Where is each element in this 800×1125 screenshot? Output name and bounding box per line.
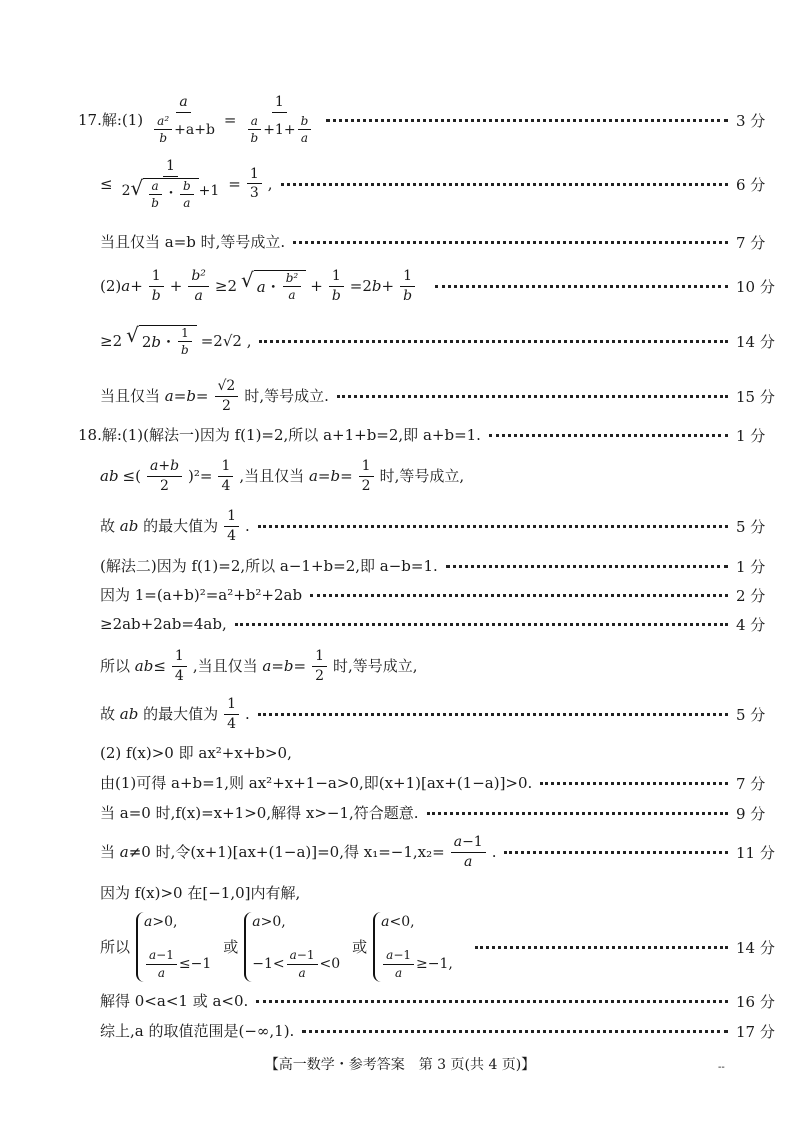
leader-dots	[258, 525, 728, 528]
line-text: 18.解:(1)(解法一)因为 f(1)=2,所以 a+1+b=2,即 a+b=1.	[78, 426, 481, 444]
score: 1 分	[736, 557, 766, 576]
line-18-16	[0, 1020, 800, 1042]
leader-dots	[435, 285, 728, 288]
line-18-11	[0, 802, 800, 824]
line-text: (解法二)因为 f(1)=2,所以 a−1+b=2,即 a−b=1.	[100, 557, 438, 575]
leader-dots	[427, 812, 728, 815]
line-18-9	[0, 742, 800, 764]
leader-dots	[293, 241, 728, 244]
leader-dots	[540, 782, 728, 785]
line-17-1: 17.解:(1) a $\frac{\text{a²}}{b}$ +a+b = 1 $\frac{a}{b}$ +1+ $\frac{b}{a}$ 3 分	[0, 92, 800, 148]
score: 14 分	[736, 332, 775, 351]
score: 11 分	[736, 843, 775, 862]
line-18-8: 故 ab 的最大值为 $\frac{1}{4}$ . 5 分	[0, 694, 800, 734]
score: 15 分	[736, 387, 775, 406]
score: 16 分	[736, 992, 775, 1011]
score: 9 分	[736, 804, 766, 823]
line-18-14: 所以 a>0, $\frac{a-1}{a}$ ≤−1 或 a>0, −1< $\frac{a-1}{a}$ <0 或 a<0, $\frac{a-1}{a}$ ≥−1, 14 分	[0, 910, 800, 984]
corner-mark: --	[718, 1062, 725, 1073]
score: 3 分	[736, 111, 766, 130]
line-text: 当 a=0 时,f(x)=x+1>0,解得 x>−1,符合题意.	[100, 804, 419, 822]
line-18-15	[0, 990, 800, 1012]
line-18-6	[0, 613, 800, 635]
leader-dots	[326, 119, 728, 122]
score: 4 分	[736, 615, 766, 634]
line-17-6: 当且仅当 a=b= $\frac{√2}{2}$ 时,等号成立. 15 分	[0, 376, 800, 416]
score: 7 分	[736, 233, 766, 252]
leader-dots	[475, 946, 728, 949]
line-18-2: ab ≤( $\frac{a+b}{2}$ )²= $\frac{1}{4}$ ,当且仅当 a=b= $\frac{1}{2}$ 时,等号成立,	[100, 457, 465, 494]
leader-dots	[504, 851, 728, 854]
leader-dots	[489, 434, 728, 437]
line-text: 因为 1=(a+b)²=a²+b²+2ab	[100, 586, 303, 604]
line-text: (2) f(x)>0 即 ax²+x+b>0,	[100, 744, 292, 762]
line-18-5	[0, 584, 800, 606]
score: 5 分	[736, 517, 766, 536]
line-17-5: ≥2 √ 2 b ・ $\frac{1}{b}$ =2√2 , 14 分	[0, 322, 800, 360]
score: 2 分	[736, 586, 766, 605]
line-text: 综上,a 的取值范围是(−∞,1).	[100, 1022, 295, 1040]
leader-dots	[337, 395, 728, 398]
line-text: 当且仅当 a=b 时,等号成立.	[100, 233, 286, 251]
line-text: 因为 f(x)>0 在[−1,0]内有解,	[100, 884, 301, 902]
leader-dots	[310, 594, 728, 597]
line-17-4: (2)a+ $\frac{1}{b}$ + $\frac{\text{b²}}{a}$ ≥2 √ a ・ $\frac{\text{b²}}{a}$ + $\frac{1}{b}$ =2b+ $\frac{1}{b}$ 10 分	[0, 266, 800, 306]
line-text: 解得 0<a<1 或 a<0.	[100, 992, 249, 1010]
score: 1 分	[736, 426, 766, 445]
line-18-10	[0, 772, 800, 794]
leader-dots	[235, 623, 728, 626]
score: 7 分	[736, 774, 766, 793]
score: 10 分	[736, 277, 775, 296]
line-text: 由(1)可得 a+b=1,则 ax²+x+1−a>0,即(x+1)[ax+(1−a)]>0.	[100, 774, 533, 792]
line-18-12: 当 a≠0 时,令(x+1)[ax+(1−a)]=0,得 x₁=−1,x₂= $\frac{a-1}{a}$ . 11 分	[0, 832, 800, 872]
score: 14 分	[736, 938, 775, 957]
leader-dots	[258, 713, 728, 716]
score: 6 分	[736, 175, 766, 194]
line-18-3: 故 ab 的最大值为 $\frac{1}{4}$ . 5 分	[0, 506, 800, 546]
leader-dots	[259, 340, 728, 343]
line-18-1	[0, 424, 800, 446]
score: 5 分	[736, 705, 766, 724]
line-17-2: ≤ 1 2 √ $\frac{a}{b}$ ・ $\frac{b}{a}$ +1 = $\frac{1}{3}$ , 6 分	[0, 155, 800, 213]
leader-dots	[302, 1030, 728, 1033]
line-text: ≥2ab+2ab=4ab,	[100, 615, 227, 633]
page-footer: 【高一数学・参考答案 第 3 页(共 4 页)】	[264, 1057, 536, 1073]
line-17-3	[0, 231, 800, 253]
score: 17 分	[736, 1022, 775, 1041]
leader-dots	[256, 1000, 728, 1003]
line-18-13	[0, 882, 800, 904]
line-18-7: 所以 ab≤ $\frac{1}{4}$ ,当且仅当 a=b= $\frac{1}{2}$ 时,等号成立,	[100, 647, 418, 684]
leader-dots	[281, 183, 728, 186]
line-18-4	[0, 555, 800, 577]
leader-dots	[446, 565, 728, 568]
